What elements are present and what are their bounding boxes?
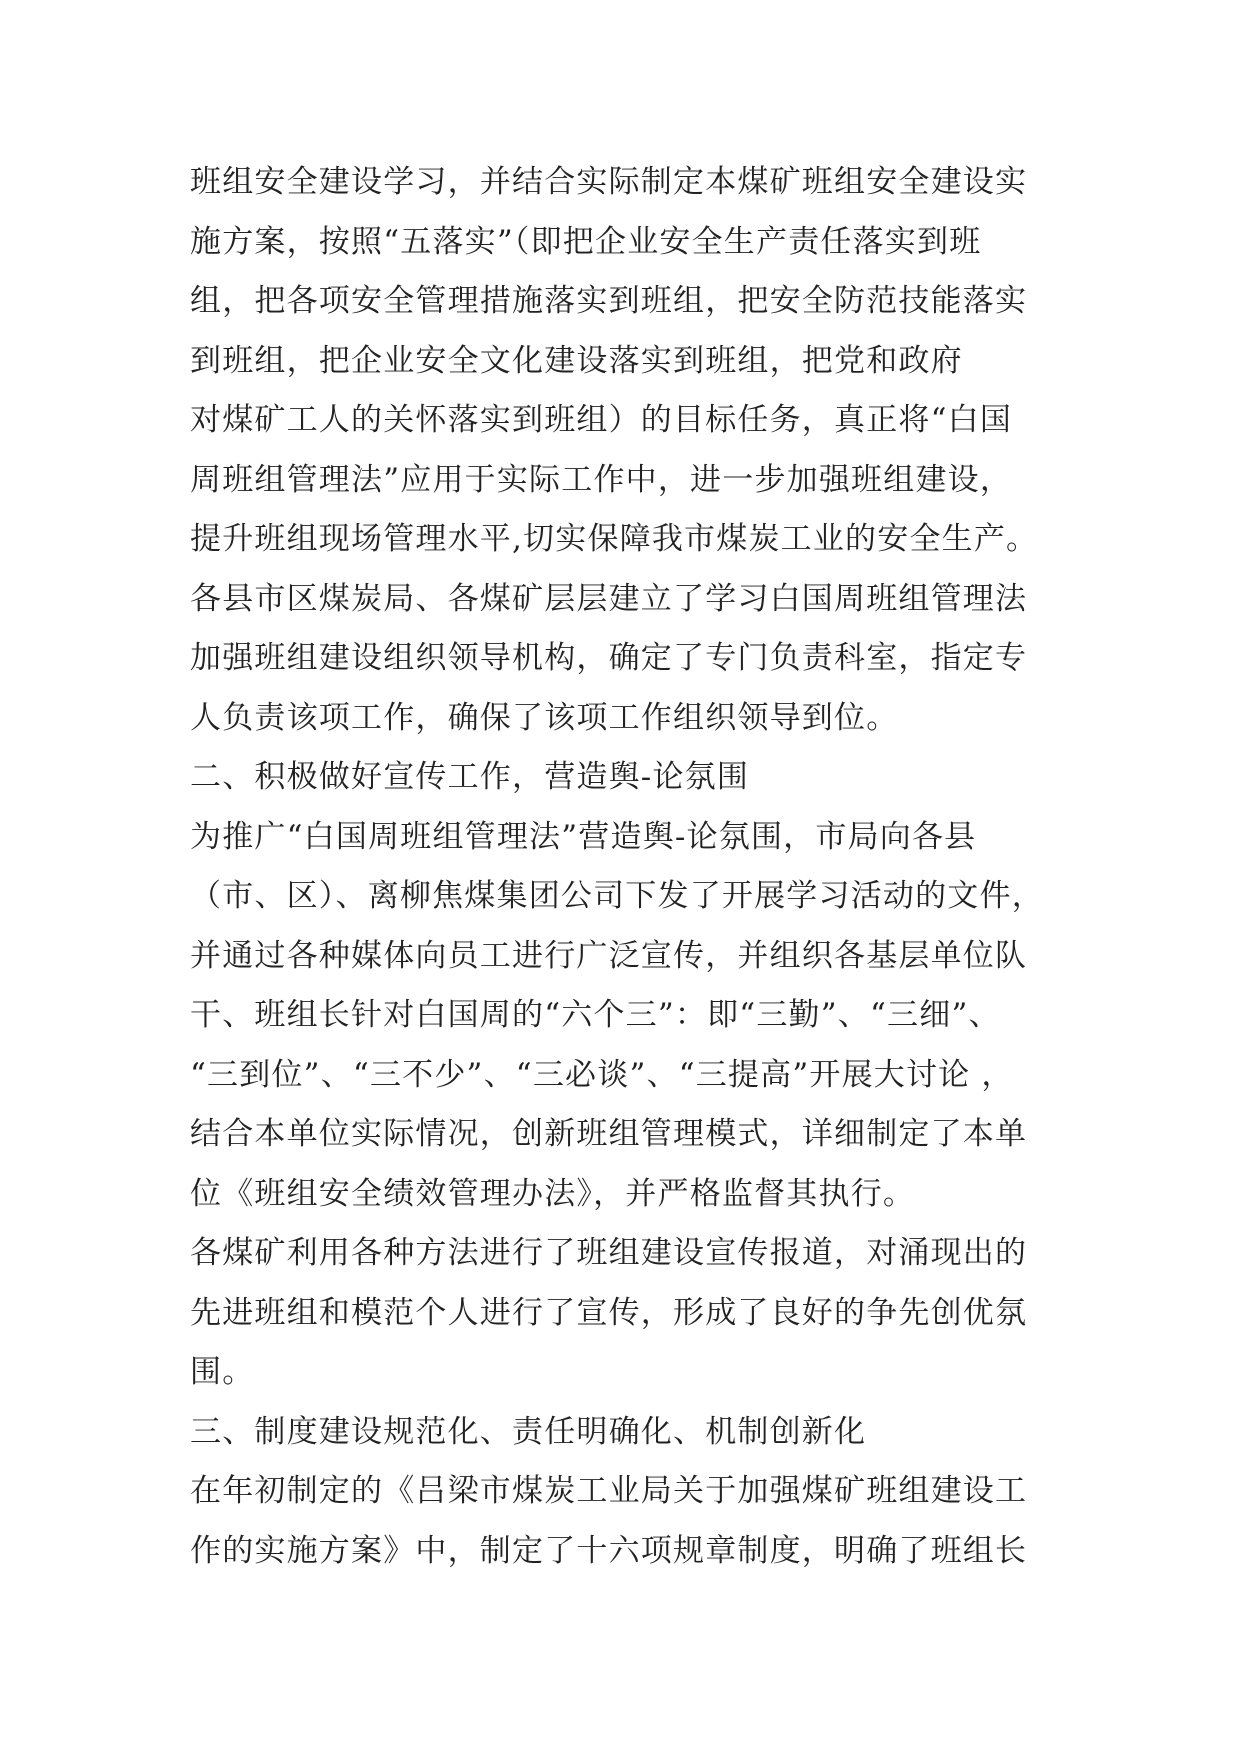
- text-line: 周班组管理法”应用于实际工作中，进一步加强班组建设，: [190, 461, 1013, 498]
- text-line: 作的实施方案》中，制定了十六项规章制度，明确了班组长: [190, 1532, 1028, 1569]
- section-heading: 二、积极做好宣传工作，营造舆-论氛围: [190, 759, 750, 795]
- text-line: 班组安全建设学习，并结合实际制定本煤矿班组安全建设实: [190, 164, 1028, 200]
- text-line: 围。: [190, 1354, 255, 1390]
- text-line: 提升班组现场管理水平,切实保障我市煤炭工业的安全生产。: [190, 521, 1039, 557]
- section-heading: 三、制度建设规范化、责任明确化、机制创新化: [190, 1413, 867, 1450]
- text-line: 结合本单位实际情况，创新班组管理模式，详细制定了本单: [190, 1116, 1028, 1152]
- document-body: [190, 153, 1070, 1581]
- text-line: 组，把各项安全管理措施落实到班组，把安全防范技能落实: [190, 283, 1028, 319]
- text-line: 到班组，把企业安全文化建设落实到班组，把党和政府: [190, 342, 963, 379]
- text-line: 对煤矿工人的关怀落实到班组）的目标任务，真正将“白国: [190, 402, 1013, 438]
- text-line: 并通过各种媒体向员工进行广泛宣传，并组织各基层单位队: [190, 937, 1028, 974]
- text-line: 为推广“白国周班组管理法”营造舆-论氛围，市局向各县: [190, 818, 977, 855]
- text-line: 在年初制定的《吕梁市煤炭工业局关于加强煤矿班组建设工: [190, 1473, 1028, 1509]
- text-line: 各煤矿利用各种方法进行了班组建设宣传报道，对涌现出的: [190, 1235, 1028, 1271]
- text-line: 干、班组长针对白国周的“六个三”：即“三勤”、“三细”、: [190, 997, 1001, 1033]
- text-line: 位《班组安全绩效管理办法》，并严格监督其执行。: [190, 1175, 916, 1212]
- text-line: 人负责该项工作，确保了该项工作组织领导到位。: [190, 699, 899, 736]
- text-line: 施方案，按照“五落实”（即把企业安全生产责任落实到班: [190, 223, 982, 260]
- text-line: “三到位”、“三不少”、“三必谈”、“三提高”开展大讨论 ，: [190, 1056, 1014, 1093]
- text-line: 加强班组建设组织领导机构，确定了专门负责科室，指定专: [190, 640, 1028, 676]
- text-line: 各县市区煤炭局、各煤矿层层建立了学习白国周班组管理法: [190, 580, 1028, 617]
- text-line: （市、区）、离柳焦煤集团公司下发了开展学习活动的文件，: [190, 878, 1044, 914]
- text-line: 先进班组和模范个人进行了宣传，形成了良好的争先创优氛: [190, 1294, 1028, 1331]
